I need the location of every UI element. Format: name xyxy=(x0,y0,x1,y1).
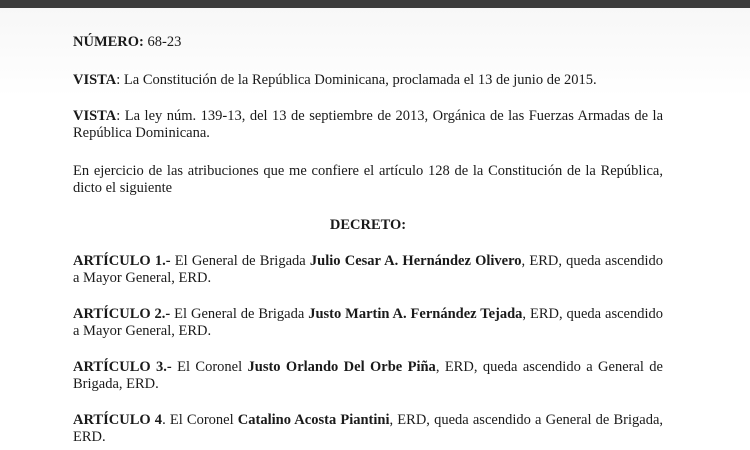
numero-value: 68-23 xyxy=(147,34,182,50)
articulo-2 xyxy=(73,306,663,340)
article-text: . El Coronel xyxy=(162,412,238,428)
article-text: , ERD, queda ascendido a General de Brigada, ERD. xyxy=(73,412,664,445)
articulo-1 xyxy=(73,253,663,287)
article-text: , ERD, queda ascendido a Mayor General, ERD. xyxy=(73,306,664,339)
article-text: El Coronel xyxy=(171,359,248,375)
ejercicio-paragraph: En ejercicio de las atribuciones que me confiere el artículo 128 de la Constitución de la República, dicto el siguiente xyxy=(73,163,663,196)
officer-name: Julio Cesar A. Hernández Olivero xyxy=(309,253,522,269)
vista-ley xyxy=(73,108,663,142)
article-label: ARTÍCULO 4 xyxy=(73,412,163,428)
vista-label: VISTA xyxy=(73,72,117,88)
article-text: , ERD, queda ascendido a General de Brigada, ERD. xyxy=(73,359,663,392)
officer-name: Catalino Acosta Piantini xyxy=(237,412,390,428)
article-label: ARTÍCULO 2.- xyxy=(73,306,171,322)
article-text: El General de Brigada xyxy=(170,306,309,322)
officer-name: Justo Martin A. Fernández Tejada xyxy=(308,306,523,322)
article-label: ARTÍCULO 3.- xyxy=(73,359,172,375)
numero-label: NÚMERO: xyxy=(73,34,144,50)
vista-text: : La ley núm. 139-13, del 13 de septiembre de 2013, Orgánica de las Fuerzas Armadas de la República Dominicana. xyxy=(73,108,663,141)
vista-text: : La Constitución de la República Dominicana, proclamada el 13 de junio de 2015. xyxy=(116,72,597,88)
decreto-heading: DECRETO: xyxy=(329,217,407,233)
article-text: , ERD, queda ascendido a Mayor General, ERD. xyxy=(73,253,663,286)
article-label: ARTÍCULO 1.- xyxy=(73,253,171,269)
article-text: El General de Brigada xyxy=(170,253,310,269)
vista-label: VISTA xyxy=(73,108,117,124)
window-top-bar xyxy=(0,0,750,8)
officer-name: Justo Orlando Del Orbe Piña xyxy=(247,359,436,375)
articulo-3 xyxy=(73,359,663,393)
numero-line xyxy=(73,34,663,51)
articulo-4 xyxy=(73,412,663,446)
document-page xyxy=(0,8,750,450)
vista-constitucion xyxy=(73,72,663,89)
